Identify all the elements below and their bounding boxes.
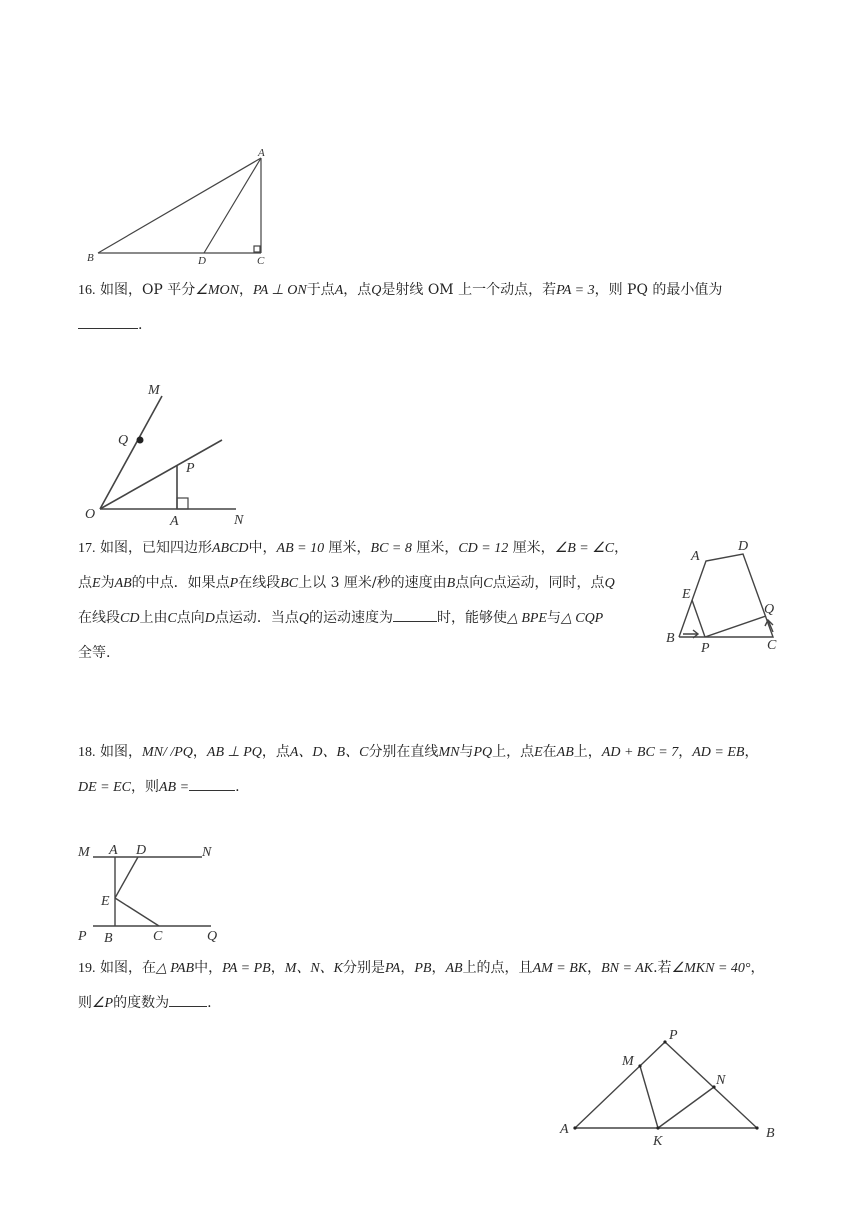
question-17-line-1 (78, 533, 628, 564)
figure-q19 (555, 1025, 785, 1150)
text: ， (431, 960, 446, 976)
math: ∠MON (195, 283, 239, 298)
text: ，则 (131, 779, 159, 795)
answer-blank[interactable] (189, 776, 235, 791)
text: ， (238, 282, 253, 298)
label-C: C (257, 255, 265, 267)
label-M: M (622, 1054, 634, 1069)
label-P: P (669, 1028, 678, 1043)
text: ， (400, 960, 415, 976)
math: DE = EC (78, 780, 131, 795)
math: △ CQP (560, 611, 604, 626)
segment-KN (658, 1087, 714, 1128)
label-N: N (202, 845, 212, 860)
label-D: D (738, 539, 749, 554)
label-N: N (716, 1073, 726, 1088)
text: 则 (78, 995, 92, 1011)
text: 如图， (99, 744, 142, 760)
text: 为 (100, 575, 115, 591)
text: 厘米， (416, 540, 459, 556)
right-angle-mark (177, 498, 188, 509)
math: AB (556, 745, 574, 760)
math: AB ⊥ PQ (206, 745, 262, 760)
math: AD + BC = 7 (601, 745, 679, 760)
math: △ BPE (507, 611, 547, 626)
question-18-line-2 (78, 772, 240, 803)
label-P: P (701, 641, 710, 656)
text: 时，能够使 (437, 610, 508, 626)
text: 全等. (78, 645, 111, 661)
label-A: A (170, 514, 179, 529)
label-Q: Q (207, 929, 218, 944)
question-18-line-1 (78, 737, 758, 768)
figure-q15 (80, 145, 280, 270)
point-P (663, 1040, 666, 1043)
label-P: P (186, 461, 195, 476)
label-D: D (136, 843, 147, 858)
text: ， (744, 744, 759, 760)
math: P (229, 576, 239, 591)
text: .若 (653, 960, 672, 976)
math: AD = EB (692, 745, 745, 760)
text: 与 (459, 744, 474, 760)
math: Q (371, 283, 382, 298)
text: 分别在直线 (368, 744, 439, 760)
label-O: O (85, 507, 96, 522)
math: D (204, 611, 215, 626)
math: AM = BK (532, 961, 588, 976)
math: PA = PB (222, 961, 271, 976)
triangle-PAB (575, 1042, 757, 1128)
math: C (167, 611, 177, 626)
label-Q: Q (118, 433, 129, 448)
math: E (534, 745, 543, 760)
label-A: A (560, 1122, 569, 1137)
math: Q (298, 611, 310, 626)
point-B (755, 1126, 758, 1129)
label-B: B (104, 931, 113, 946)
text: ，则 PQ 的最小值为 (594, 282, 723, 298)
math: △ PAB (155, 961, 195, 976)
label-M: M (78, 845, 90, 860)
text: 的度数为 (113, 995, 170, 1011)
math: A、D、B、C (289, 745, 369, 760)
text: ， (587, 960, 602, 976)
text: 点向 (455, 575, 484, 591)
math: PA (385, 961, 401, 976)
math: E (92, 576, 101, 591)
label-A: A (109, 843, 118, 858)
label-A: A (691, 549, 700, 564)
figure-q16 (80, 378, 260, 530)
figure-q17 (665, 536, 783, 656)
text: ，点 (343, 282, 372, 298)
math: BC = 8 (370, 541, 412, 556)
text: 于点 (306, 282, 335, 298)
label-A: A (258, 147, 265, 159)
label-B: B (666, 631, 675, 646)
text: 中， (248, 540, 277, 556)
question-17-line-4 (78, 638, 110, 668)
segment-EC (115, 898, 159, 926)
right-angle-mark (254, 246, 260, 252)
quadrilateral-ABCD (679, 554, 773, 637)
text: ， (270, 960, 285, 976)
question-number: 17. (78, 541, 96, 556)
answer-blank[interactable] (169, 992, 207, 1007)
point-A (573, 1126, 576, 1129)
segment-DE (115, 857, 138, 898)
answer-blank[interactable] (393, 607, 437, 622)
math: PA ⊥ ON (252, 283, 307, 298)
text: 如图，已知四边形 (99, 540, 212, 556)
text: 点运动，同时，点 (492, 575, 605, 591)
text: 的中点．如果点 (131, 575, 230, 591)
label-B: B (766, 1126, 775, 1141)
text: 是射线 OM 上一个动点，若 (381, 282, 557, 298)
math: ∠B = ∠C (554, 541, 615, 556)
math: ∠MKN = 40° (671, 961, 751, 976)
math: AB = (159, 780, 190, 795)
text: . (207, 995, 212, 1011)
text: 与 (546, 610, 561, 626)
math: MN (438, 745, 460, 760)
text: 厘米， (512, 540, 555, 556)
text: 上的点，且 (462, 960, 533, 976)
label-D: D (198, 255, 206, 267)
math: PA = 3 (556, 283, 595, 298)
math: B (446, 576, 456, 591)
math: CD = 12 (458, 541, 509, 556)
question-19-line-1 (78, 953, 765, 984)
label-N: N (234, 513, 244, 528)
math: Q (604, 576, 615, 591)
question-17-line-3 (78, 603, 603, 634)
text: . (235, 779, 240, 795)
math: PQ (473, 745, 493, 760)
text: 上， (573, 744, 602, 760)
text: 上以 3 厘米/秒的速度由 (298, 575, 447, 591)
question-17-line-2 (78, 568, 615, 599)
text: 上，点 (492, 744, 535, 760)
figure-q18 (75, 838, 225, 948)
text: 在线段 (238, 575, 281, 591)
segment-AD (204, 158, 261, 253)
question-16-answer (78, 310, 142, 340)
math: MN/ /PQ (141, 745, 193, 760)
math: AB = 10 (276, 541, 325, 556)
text: 如图，OP 平分 (99, 282, 196, 298)
point-M (638, 1064, 641, 1067)
question-19-line-2 (78, 988, 212, 1019)
math: M、N、K (284, 961, 344, 976)
text: ， (192, 744, 207, 760)
segment-MK (640, 1066, 658, 1128)
text: . (138, 317, 143, 333)
math: AB (445, 961, 463, 976)
label-K: K (653, 1134, 663, 1149)
math: BN = AK (601, 961, 654, 976)
question-number: 19. (78, 961, 96, 976)
text: 在 (542, 744, 557, 760)
math: C (483, 576, 493, 591)
text: ，点 (261, 744, 290, 760)
math: ABCD (211, 541, 249, 556)
text: 点向 (176, 610, 205, 626)
text: 厘米， (328, 540, 371, 556)
label-Q: Q (764, 602, 775, 617)
answer-blank[interactable] (78, 314, 138, 329)
text: 分别是 (343, 960, 386, 976)
question-number: 18. (78, 745, 96, 760)
text: 上由 (139, 610, 168, 626)
text: ， (750, 960, 765, 976)
label-M: M (148, 383, 160, 398)
text: 的运动速度为 (309, 610, 394, 626)
label-C: C (153, 929, 163, 944)
label-E: E (101, 894, 110, 909)
segment-PQ (705, 616, 766, 637)
math: BC (280, 576, 299, 591)
question-16 (78, 275, 722, 306)
text: 点 (78, 575, 92, 591)
math: PB (414, 961, 432, 976)
segment-AB (98, 158, 261, 253)
label-C: C (767, 638, 777, 653)
point-Q (137, 437, 144, 444)
label-B: B (87, 252, 94, 264)
math: AB (114, 576, 132, 591)
text: ， (678, 744, 693, 760)
question-number: 16. (78, 283, 96, 298)
math: CD (120, 611, 140, 626)
text: 点运动．当点 (214, 610, 299, 626)
math: ∠P (92, 996, 114, 1011)
math: A (334, 283, 344, 298)
text: 在线段 (78, 610, 120, 626)
label-P: P (78, 929, 87, 944)
label-E: E (682, 587, 691, 602)
point-K (656, 1126, 659, 1129)
text: 中， (194, 960, 223, 976)
text: ， (614, 540, 629, 556)
text: 如图，在 (99, 960, 156, 976)
